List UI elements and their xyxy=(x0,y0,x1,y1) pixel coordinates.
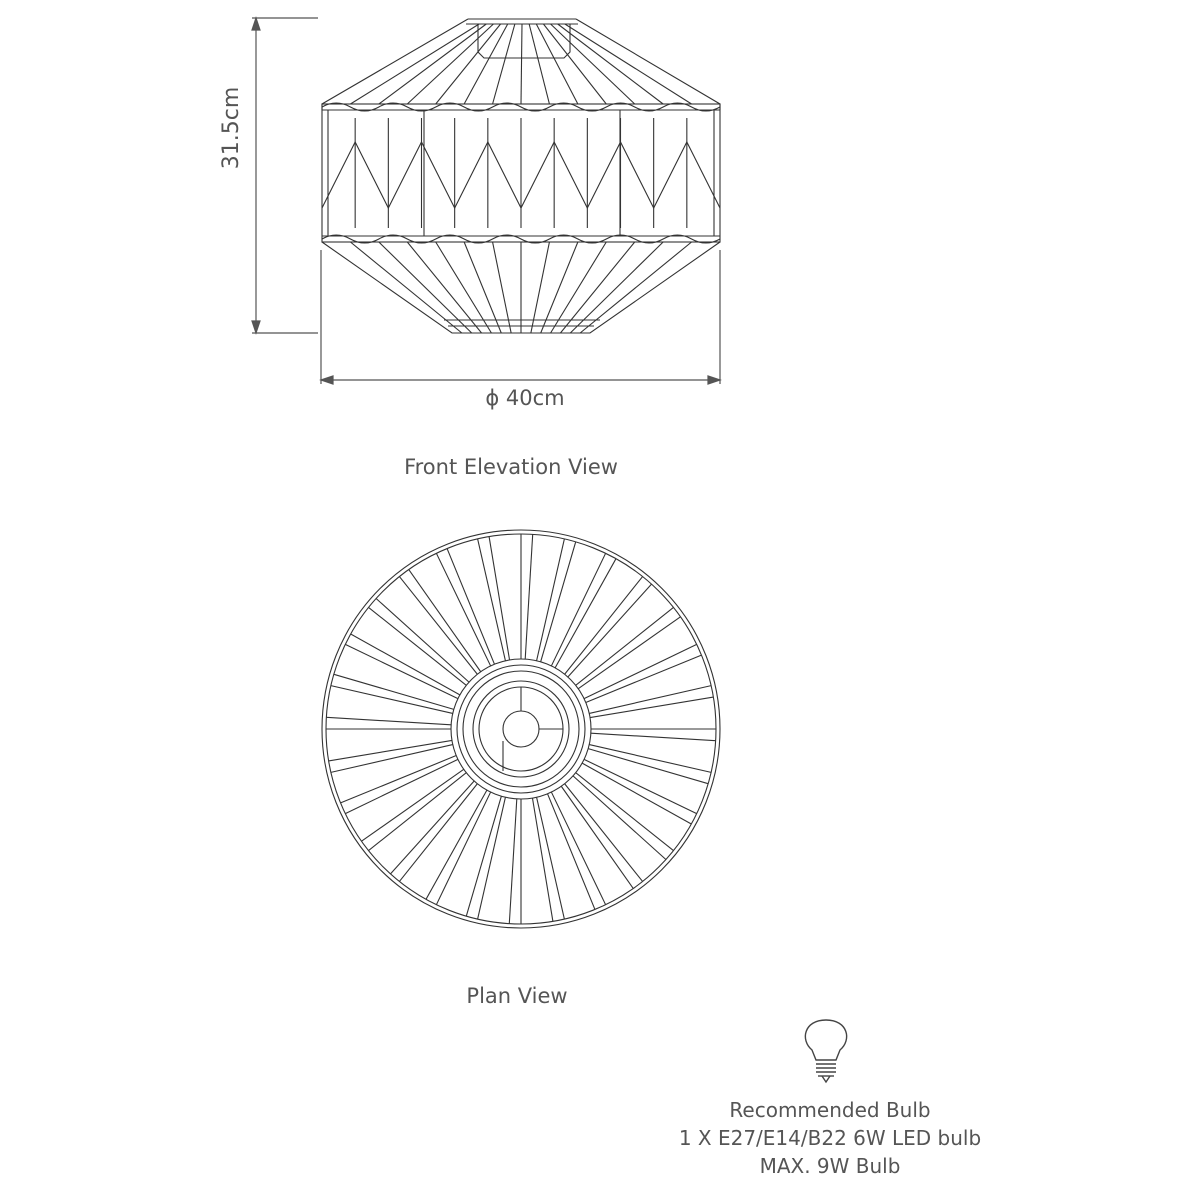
wire-line xyxy=(568,584,652,677)
wire-line xyxy=(536,24,578,104)
wire-line xyxy=(426,790,487,899)
wire-line xyxy=(537,539,565,661)
wire-line xyxy=(390,781,474,874)
wire-line xyxy=(351,634,460,695)
wire-line xyxy=(578,617,680,689)
wire-line xyxy=(551,24,635,104)
wire-line xyxy=(331,745,453,773)
wire-line xyxy=(561,786,633,888)
plan-view-title: Plan View xyxy=(466,984,568,1008)
wire-line xyxy=(555,559,616,668)
wire-line xyxy=(436,24,501,104)
wire-line xyxy=(529,24,549,104)
wire-line xyxy=(362,769,464,841)
led-bulb-icon xyxy=(805,1020,846,1082)
wire-line xyxy=(586,655,702,702)
wire-line xyxy=(590,697,713,717)
plan-view-drawing xyxy=(322,530,720,928)
wire-line xyxy=(407,24,493,104)
wire-line xyxy=(436,792,490,905)
wire-line xyxy=(493,24,515,104)
height-label: 31.5cm xyxy=(219,86,244,170)
wire-line xyxy=(509,799,516,924)
bulb-title: Recommended Bulb xyxy=(729,1098,931,1122)
wire-line xyxy=(525,534,532,659)
wire-line xyxy=(329,740,452,760)
wire-line xyxy=(541,542,576,662)
wire-line xyxy=(582,763,691,824)
wire-line xyxy=(589,686,711,714)
wire-line xyxy=(551,553,605,666)
wire-line xyxy=(565,784,643,882)
wire-line xyxy=(548,794,595,910)
wire-line xyxy=(591,733,716,740)
wire-line xyxy=(350,24,479,104)
wire-line xyxy=(589,745,711,773)
wire-line xyxy=(543,24,606,104)
wire-line xyxy=(326,717,451,724)
front-elevation-drawing xyxy=(322,19,720,333)
wire-line xyxy=(341,756,457,803)
wire-line xyxy=(478,539,506,661)
wire-line xyxy=(580,242,691,333)
wire-line xyxy=(369,773,467,851)
wire-line xyxy=(558,24,663,104)
wire-line xyxy=(399,577,477,675)
wire-line xyxy=(331,686,453,714)
diameter-label: ϕ 40cm xyxy=(485,386,565,410)
wire-line xyxy=(565,24,692,104)
wire-line xyxy=(345,644,458,698)
wire-line xyxy=(576,607,674,685)
height-dimension xyxy=(252,18,318,333)
wire-line xyxy=(334,674,454,709)
wire-line xyxy=(573,776,666,860)
wire-line xyxy=(588,749,708,784)
wire-line xyxy=(489,537,509,660)
wire-line xyxy=(565,577,643,675)
wire-line xyxy=(584,759,697,813)
wire-line xyxy=(532,798,552,921)
wire-line xyxy=(399,784,477,882)
wire-line xyxy=(570,242,663,333)
wire-line xyxy=(447,549,494,665)
wire-line xyxy=(584,644,697,698)
wire-line xyxy=(376,598,469,682)
wire-line xyxy=(551,792,605,905)
wire-line xyxy=(345,759,458,813)
wire-line xyxy=(350,242,461,333)
wire-line xyxy=(379,242,472,333)
wire-line xyxy=(409,570,481,672)
wire-line xyxy=(466,796,501,916)
wire-line xyxy=(521,24,522,104)
bulb-spec: 1 X E27/E14/B22 6W LED bulb xyxy=(678,1126,982,1150)
bulb-max: MAX. 9W Bulb xyxy=(759,1154,901,1178)
wire-line xyxy=(576,773,674,851)
wire-line xyxy=(436,553,490,666)
wire-line xyxy=(537,797,565,919)
wire-line xyxy=(369,607,467,685)
front-elevation-title: Front Elevation View xyxy=(404,455,618,479)
wire-line xyxy=(478,797,506,919)
